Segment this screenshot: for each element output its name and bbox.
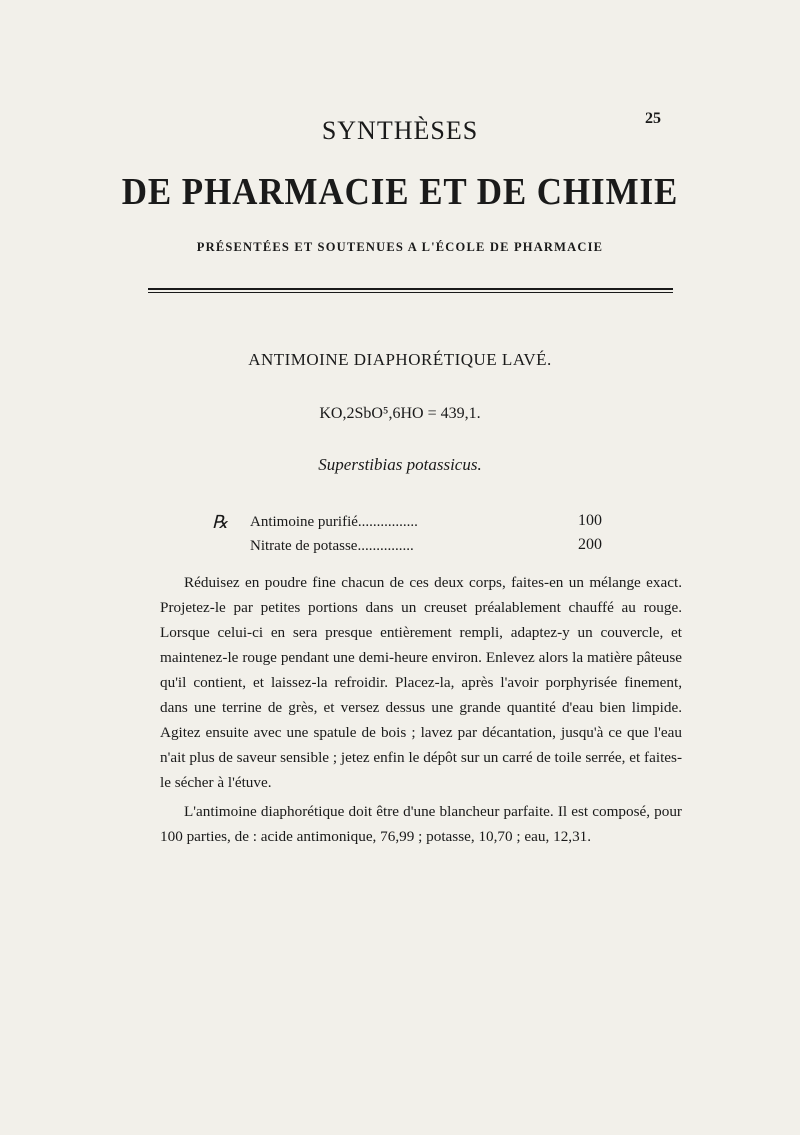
recipe-item [212,512,612,536]
recipe-item-quantity: 200 [578,536,602,553]
running-title: SYNTHÈSES [321,116,479,145]
paragraph: Réduisez en poudre fine chacun de ces deux corps, faites-en un mélange exact. Projetez-le par petites portions dans un creuset préalablement chauffé au rouge. Lorsque celui-ci en sera presque entièrement rempli, adaptez-y un couvercle, et maintenez-le rouge pendant une demi-heure environ. Enlevez alors la matière pâteuse qu'il contient, et laissez-la refroidir. Placez-la, après l'avoir porphyrisée finement, dans une terrine de grès, et versez dessus une grande quantité d'eau bien limpide. Agitez ensuite avec une spatule de bois ; lavez par décantation, jusqu'à ce que l'eau n'ait plus de saveur sensible ; jetez enfin le dépôt sur un carré de toile serrée, et faites-le sécher à l'étuve. [160,574,682,791]
body-text [160,570,682,849]
recipe-item [212,536,612,560]
recipe-item-quantity: 100 [578,512,602,529]
chemical-formula: KO,2SbO⁵,6HO = 439,1. [319,405,481,422]
recipe-item-name: Nitrate de potasse............... [250,538,414,554]
section-title: ANTIMOINE DIAPHORÉTIQUE LAVÉ. [248,350,552,369]
recipe-list [212,512,612,560]
recipe-item-name: Antimoine purifié................ [250,514,418,530]
page-number: 25 [645,110,661,127]
subtitle: PRÉSENTÉES ET SOUTENUES A L'ÉCOLE DE PHARMACIE [196,240,604,254]
recipe-symbol-icon: ℞ [212,512,229,532]
paragraph: L'antimoine diaphorétique doit être d'une blancheur parfaite. Il est composé, pour 100 parties, de : acide antimonique, 76,99 ; potasse, 10,70 ; eau, 12,31. [160,803,682,845]
main-title: DE PHARMACIE ET DE CHIMIE [121,171,679,213]
title-divider [148,288,673,290]
latin-name: Superstibias potassicus. [318,455,482,474]
